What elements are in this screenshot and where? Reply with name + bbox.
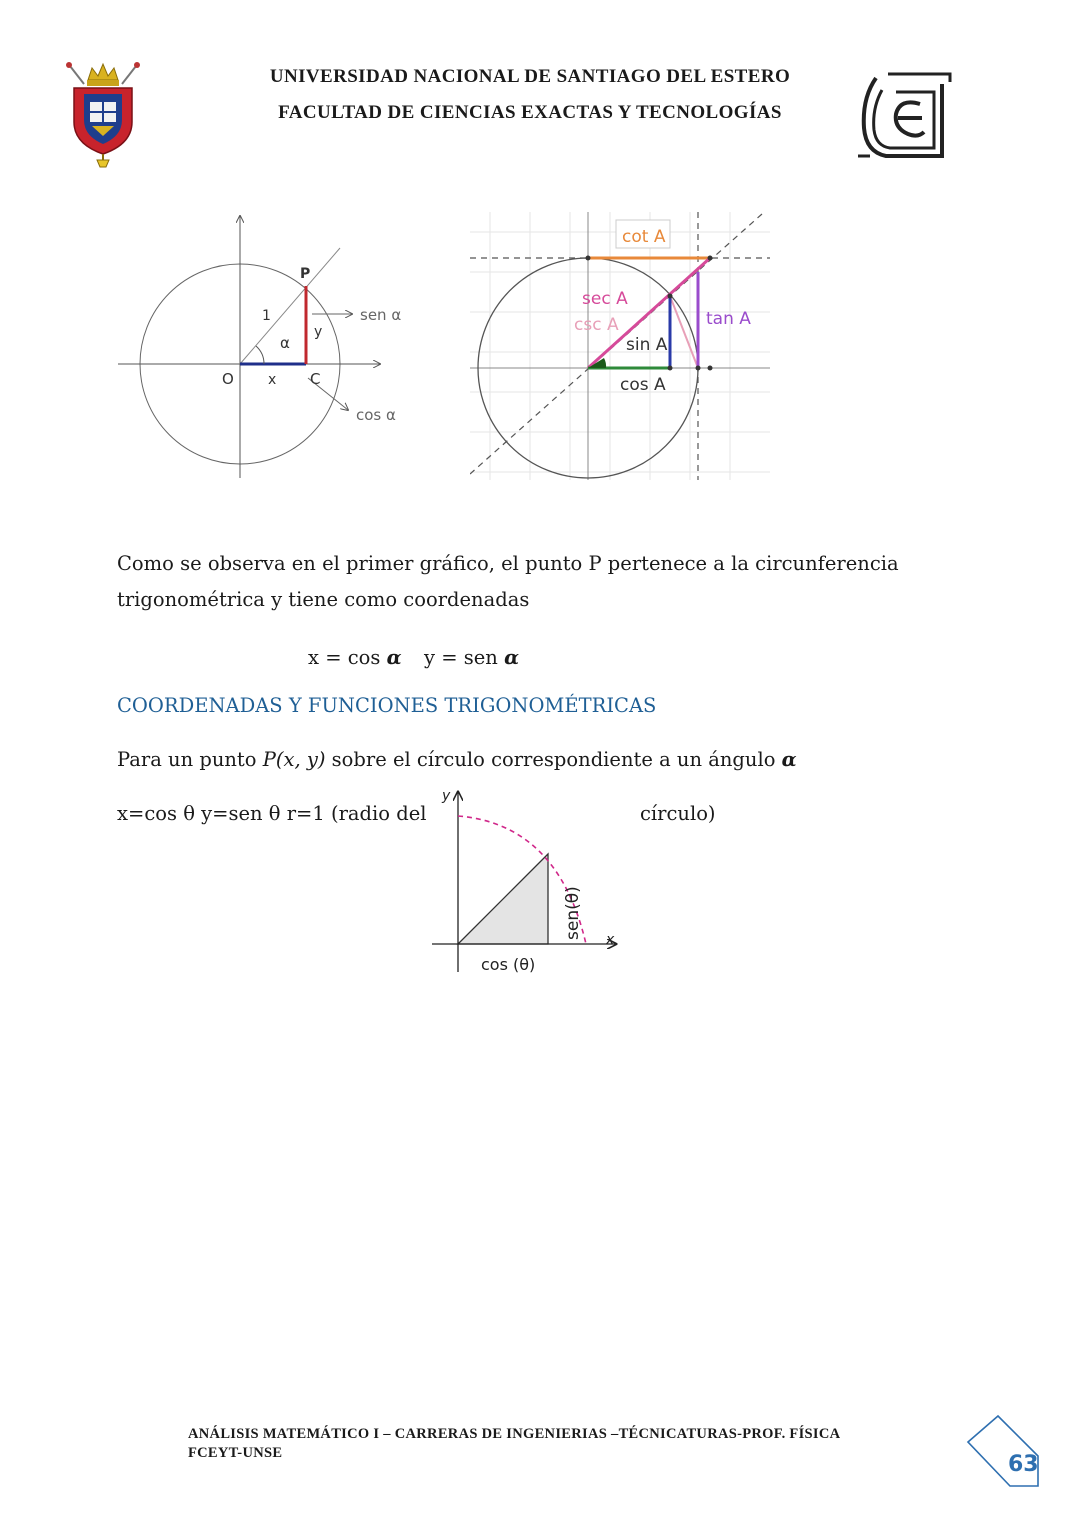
- label-c: C: [310, 370, 321, 388]
- y-axis-label: y: [442, 788, 451, 804]
- cos-label: cos (θ): [481, 955, 536, 974]
- label-sen: sen α: [360, 306, 402, 324]
- equation-y-prefix: y = sen: [424, 646, 505, 669]
- quarter-circle-figure: [428, 784, 628, 980]
- para2-alpha: α: [781, 748, 797, 771]
- section-title: COORDENADAS Y FUNCIONES TRIGONOMÉTRICAS: [117, 694, 657, 717]
- label-sin: sin A: [626, 335, 668, 355]
- equation-x: [308, 646, 402, 669]
- university-name: UNIVERSIDAD NACIONAL DE SANTIAGO DEL ESTERO: [269, 66, 791, 87]
- label-cos: cos α: [356, 406, 396, 424]
- label-cot: cot A: [622, 227, 666, 247]
- faculty-logo: [856, 68, 954, 160]
- para2-prefix: Para un punto: [117, 748, 263, 771]
- faculty-name: FACULTAD DE CIENCIAS EXACTAS Y TECNOLOGÍAS: [278, 102, 782, 123]
- sen-label: sen(θ): [563, 886, 583, 940]
- equation-y-alpha: α: [504, 646, 520, 669]
- footer-line-1: ANÁLISIS MATEMÁTICO I – CARRERAS DE INGENIERIAS –TÉCNICATURAS-PROF. FÍSICA: [188, 1426, 841, 1442]
- label-sec: sec A: [582, 289, 628, 309]
- para2-point: P(x, y): [262, 748, 326, 771]
- label-p: P: [300, 266, 311, 282]
- line3-right: círculo): [640, 802, 716, 825]
- label-y: y: [314, 324, 323, 340]
- para2-suffix: sobre el círculo correspondiente a un ángulo: [325, 748, 782, 771]
- unit-circle-figure: [112, 210, 422, 482]
- footer-line-2: FCEYT-UNSE: [188, 1445, 283, 1461]
- equation-x-prefix: x = cos: [308, 646, 387, 669]
- label-alpha: α: [280, 334, 290, 352]
- x-axis-label: x: [606, 932, 615, 948]
- university-seal: [62, 56, 144, 168]
- label-csc: csc A: [574, 315, 619, 335]
- label-o: O: [222, 370, 234, 388]
- paragraph-2: [117, 742, 797, 778]
- line3-left: x=cos θ y=sen θ r=1 (radio del: [117, 802, 427, 825]
- page-number: 63: [1008, 1452, 1039, 1477]
- paragraph-1: Como se observa en el primer gráfico, el punto P pertenece a la circunferencia trigonométrica y tiene como coordenadas: [117, 552, 899, 611]
- label-x: x: [268, 372, 277, 388]
- page-number-badge: [962, 1412, 1042, 1496]
- csc-segment: [670, 296, 698, 368]
- equation-y: [424, 646, 519, 669]
- label-cos: cos A: [620, 375, 666, 395]
- equation-x-alpha: α: [386, 646, 402, 669]
- trig-functions-figure: [470, 212, 770, 480]
- label-tan: tan A: [706, 309, 751, 329]
- angle-arc: [256, 346, 264, 364]
- triangle-fill: [458, 854, 548, 944]
- label-one: 1: [262, 308, 271, 324]
